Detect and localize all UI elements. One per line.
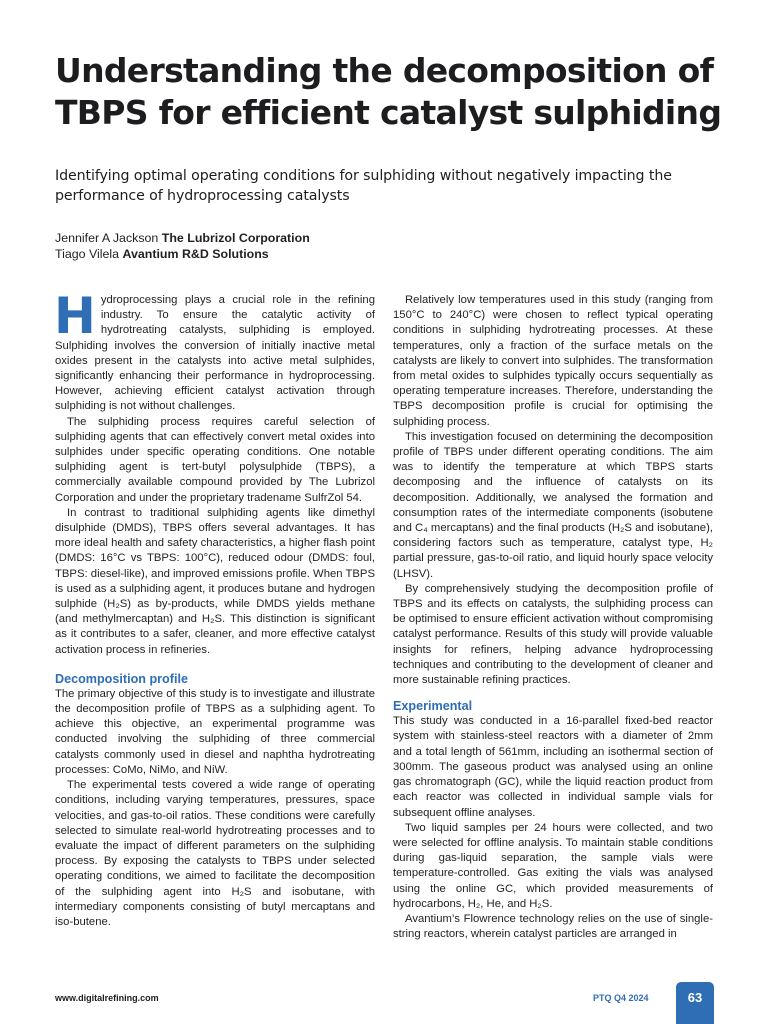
- article-title: Understanding the decomposition of TBPS for efficient catalyst sulphiding: [55, 51, 722, 132]
- left-column: [54, 287, 375, 930]
- right-column: [393, 293, 713, 942]
- body-paragraph: In contrast to traditional sulphiding agents like dimethyl disulphide (DMDS), TBPS offers several advantages. It has more ideal health and safety characteristics, a higher flash point (DMDS: 16°C vs TBPS: 100°C), reduced odour (DMDS: foul, TBPS: diesel-like), and improved emissions profile. When TBPS is used as a sulphiding agent, it produces butane and hydrogen sulphide (H₂S) as by-products, while DMDS yields methane (and methylmercaptan) and H₂S. This distinction is significant as it contributes to a safer, cleaner, and more effective catalyst activation process in refineries.: [55, 506, 375, 656]
- author-line: [55, 246, 555, 262]
- author-name: Tiago Vilela: [55, 247, 120, 261]
- author-name: Jennifer A Jackson: [55, 231, 159, 245]
- section-heading: Decomposition profile: [55, 671, 188, 686]
- article-standfirst: Identifying optimal operating conditions for sulphiding without negatively impacting the performance of hydroprocessing catalysts: [55, 168, 672, 204]
- author-line: [55, 230, 555, 246]
- section-heading: Experimental: [393, 699, 473, 714]
- body-paragraph: This investigation focused on determining the decomposition profile of TBPS under different operating conditions. The aim was to identify the temperature at which TBPS starts decomposing and the influence of catalysts on its decomposition. Additionally, we analysed the formation and consumption rates of the intermediate components (isobutene and C₄ mercaptans) and the final products (H₂S and isobutane), considering factors such as temperature, catalyst type, H₂ partial pressure, gas-to-oil ratio, and liquid hourly space velocity (LHSV).: [393, 430, 713, 580]
- page-number: 63: [687, 990, 703, 1005]
- body-paragraph: Two liquid samples per 24 hours were collected, and two were selected for offline analysis. To maintain stable conditions during gas-liquid separation, the sample vials were temperature-controlled. Gas exiting the vials was analysed using the online GC, which provided measurements of hydrocarbons, H₂, He, and H₂S.: [393, 821, 713, 910]
- body-paragraph: [54, 287, 375, 415]
- body-paragraph: This study was conducted in a 16-parallel fixed-bed reactor system with stainless-steel reactors with a diameter of 2mm and a total length of 561mm, including an isothermal section of 300mm. The gaseous product was analysed using an online gas chromatograph (GC), while the liquid reaction product from each reactor was collected in individual sample vials for subsequent offline analyses.: [393, 715, 713, 819]
- author-affiliation: The Lubrizol Corporation: [161, 231, 310, 245]
- body-paragraph: The experimental tests covered a wide range of operating conditions, including varying temperatures, pressures, space velocities, and gas-to-oil ratios. These conditions were carefully selected to simulate real-world hydrotreating processes and to evaluate the impact of different parameters on the sulphiding process. By exposing the catalysts to TBPS under selected operating conditions, we aimed to facilitate the decomposition of the sulphiding agent into H₂S and isobutane, with intermediary components consisting of butyl mercaptans and iso-butene.: [55, 779, 375, 928]
- author-affiliation: Avantium R&D Solutions: [122, 247, 269, 261]
- footer-issue-label: PTQ Q4 2024: [593, 993, 649, 1003]
- paragraph-text: ydroprocessing plays a crucial role in the refining industry. To ensure the catalytic activity of hydrotreating catalysts, sulphiding is employed. Sulphiding involves the conversion of initially inactive metal oxides present in the catalysts into active metal sulphides, significantly enhancing their performance in hydroprocessing. However, achieving efficient catalyst activation through sulphiding is not without challenges.: [55, 294, 375, 413]
- footer-website-link[interactable]: www.digitalrefining.com: [55, 993, 159, 1003]
- body-paragraph: By comprehensively studying the decomposition profile of TBPS and its effects on catalysts, the sulphiding process can be optimised to ensure efficient activation without compromising catalyst performance. Results of this study will provide valuable insights for refiners, helping advance hydroprocessing techniques and contributing to the development of cleaner and more sustainable refining practices.: [393, 582, 713, 687]
- page-number-tab: [676, 982, 714, 1024]
- body-paragraph: The primary objective of this study is to investigate and illustrate the decomposition profile of TBPS as a sulphiding agent. To achieve this objective, an experimental programme was conducted involving the sulphiding of three commercial catalysts commonly used in diesel and naphtha hydrotreating processes: CoMo, NiMo, and NiW.: [55, 687, 375, 776]
- drop-cap: H: [54, 287, 96, 345]
- body-paragraph: Relatively low temperatures used in this study (ranging from 150°C to 240°C) were chosen to reflect typical operating conditions in sulphiding hydrotreating processes. At these temperatures, only a fraction of the surface metals on the catalysts are likely to convert into sulphides. The transformation from metal oxides to sulphides typically occurs sequentially as operating temperature increases. Therefore, understanding the TBPS decomposition profile is crucial for optimising the sulphiding process.: [393, 294, 713, 428]
- body-paragraph: The sulphiding process requires careful selection of sulphiding agents that can effectively convert metal oxides into sulphides under specific operating conditions. One notable sulphiding agent is tert-butyl polysulphide (TBPS), a commercially available compound provided by The Lubrizol Corporation and under the proprietary tradename SulfrZol 54.: [55, 415, 375, 504]
- author-list: [55, 230, 555, 262]
- body-paragraph: Avantium’s Flowrence technology relies on the use of single-string reactors, wherein catalyst particles are arranged in: [393, 912, 713, 941]
